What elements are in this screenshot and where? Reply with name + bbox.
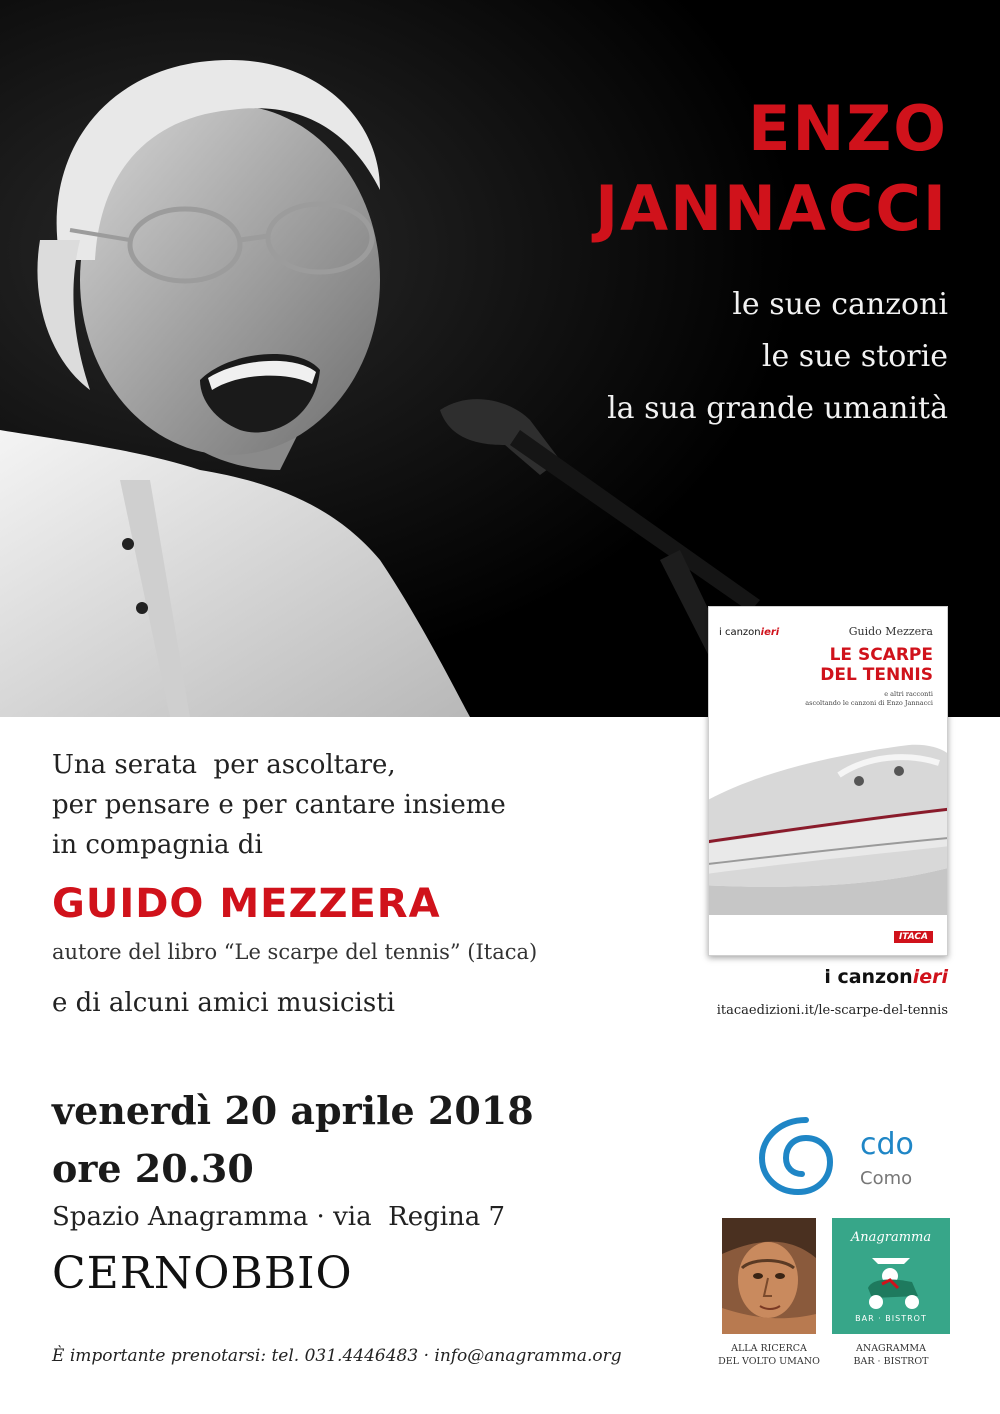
event-city: CERNOBBIO <box>52 1248 353 1299</box>
cdo-city: Como <box>860 1168 913 1189</box>
intro-line: in compagnia di <box>52 830 263 860</box>
partner-caption: ANAGRAMMA <box>856 1343 926 1354</box>
cover-title: LE SCARPE <box>829 645 933 665</box>
partner-caption: BAR · BISTROT <box>853 1356 929 1367</box>
anagramma-logo <box>832 1218 950 1334</box>
guest-role: autore del libro “Le scarpe del tennis” (Itaca) <box>52 940 538 964</box>
cdo-name: cdo <box>860 1127 914 1162</box>
anagramma-logo-sub: BAR · BISTROT <box>855 1314 927 1323</box>
intro-line: per pensare e per cantare insieme <box>52 790 506 820</box>
partner-caption: DEL VOLTO UMANO <box>718 1356 820 1367</box>
event-date: venerdì 20 aprile 2018 <box>52 1088 534 1133</box>
guest-extra: e di alcuni amici musicisti <box>52 988 395 1018</box>
series-url[interactable]: itacaedizioni.it/le-scarpe-del-tennis <box>716 1003 948 1018</box>
title-last-name: JANNACCI <box>595 172 948 245</box>
cover-title: DEL TENNIS <box>820 665 933 685</box>
anagramma-logo-text: Anagramma <box>850 1230 932 1245</box>
sneaker-illustration <box>709 715 948 925</box>
volto-umano-logo <box>722 1218 816 1334</box>
cover-author: Guido Mezzera <box>848 625 933 638</box>
partner-caption: ALLA RICERCA <box>731 1343 807 1354</box>
cover-subtitle: ascoltando le canzoni di Enzo Jannacci <box>805 699 933 707</box>
spiral-icon <box>756 1110 856 1200</box>
cover-series-logo: i canzonieri <box>719 627 780 638</box>
publisher-logo: ITACA <box>894 931 933 943</box>
cover-subtitle: e altri racconti <box>884 690 933 698</box>
cdo-logo <box>756 1110 956 1200</box>
guest-name: GUIDO MEZZERA <box>52 881 441 927</box>
subtitle-line: le sue storie <box>761 339 948 374</box>
event-venue: Spazio Anagramma · via Regina 7 <box>52 1202 506 1232</box>
book-cover <box>708 606 948 956</box>
series-logo: i canzonieri <box>824 966 948 988</box>
subtitle-line: le sue canzoni <box>732 287 948 322</box>
fresco-face-image <box>722 1218 816 1334</box>
title-first-name: ENZO <box>748 92 948 165</box>
booking-note: È importante prenotarsi: tel. 031.4446483 · info@anagramma.org <box>52 1346 622 1366</box>
event-time: ore 20.30 <box>52 1146 254 1191</box>
subtitle-line: la sua grande umanità <box>607 391 948 426</box>
intro-line: Una serata per ascoltare, <box>52 750 396 780</box>
